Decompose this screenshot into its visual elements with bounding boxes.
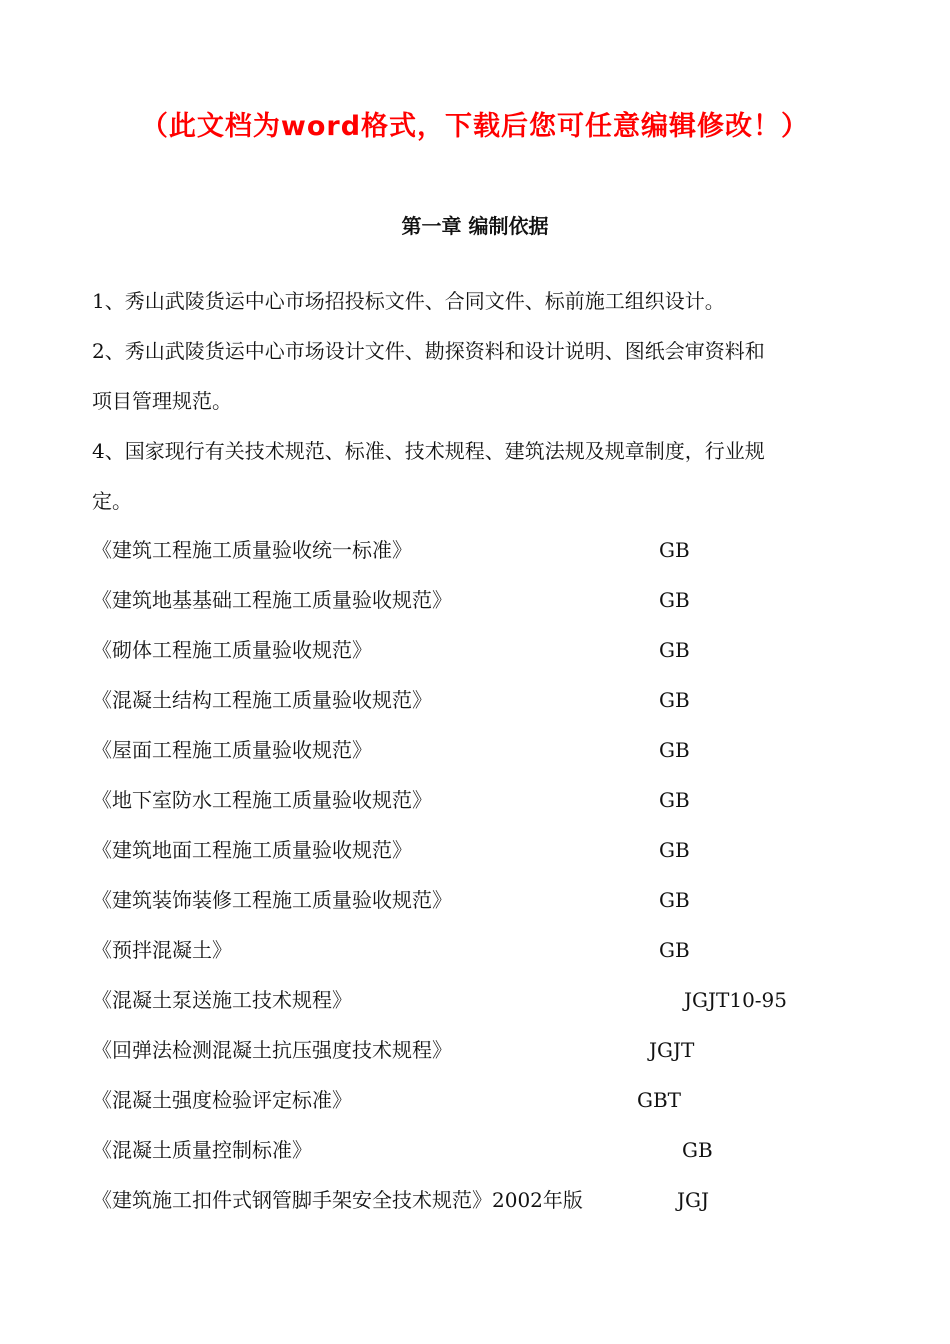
reference-row: [92, 1086, 852, 1114]
reference-code: GB: [659, 788, 690, 812]
reference-title: 《混凝土强度检验评定标准》: [92, 1088, 352, 1112]
reference-title: 《砌体工程施工质量验收规范》: [92, 638, 372, 662]
reference-row: [92, 586, 852, 614]
reference-row: [92, 886, 852, 914]
reference-title: 《地下室防水工程施工质量验收规范》: [92, 788, 432, 812]
reference-code: GB: [659, 938, 690, 962]
reference-title: 《建筑工程施工质量验收统一标准》: [92, 538, 412, 562]
format-notice: （此文档为word格式，下载后您可任意编辑修改！）: [140, 111, 810, 142]
reference-row: [92, 686, 852, 714]
chapter-title: 第一章 编制依据: [401, 214, 549, 238]
reference-title: 《建筑施工扣件式钢管脚手架安全技术规范》2002年版: [92, 1188, 583, 1212]
reference-title: 《预拌混凝土》: [92, 938, 232, 962]
reference-title: 《建筑地基基础工程施工质量验收规范》: [92, 588, 452, 612]
reference-code: GB: [682, 1138, 713, 1162]
reference-code: GB: [659, 838, 690, 862]
reference-title: 《混凝土质量控制标准》: [92, 1138, 312, 1162]
reference-code: JGJ: [677, 1188, 710, 1212]
reference-row: [92, 936, 852, 964]
reference-title: 《混凝土结构工程施工质量验收规范》: [92, 688, 432, 712]
reference-title: 《建筑装饰装修工程施工质量验收规范》: [92, 888, 452, 912]
reference-row: [92, 786, 852, 814]
reference-title: 《回弹法检测混凝土抗压强度技术规程》: [92, 1038, 452, 1062]
reference-title: 《建筑地面工程施工质量验收规范》: [92, 838, 412, 862]
paragraph-2: 2、秀山武陵货运中心市场设计文件、勘探资料和设计说明、图纸会审资料和: [92, 339, 765, 363]
reference-code: JGJT: [649, 1038, 695, 1062]
reference-row: [92, 1186, 852, 1214]
reference-code: JGJT10-95: [684, 988, 788, 1012]
paragraph-1: 1、秀山武陵货运中心市场招投标文件、合同文件、标前施工组织设计。: [92, 289, 725, 313]
reference-code: GB: [659, 738, 690, 762]
reference-code: GB: [659, 588, 690, 612]
reference-row: [92, 1036, 852, 1064]
paragraph-4-continued: 定。: [92, 489, 132, 513]
reference-title: 《屋面工程施工质量验收规范》: [92, 738, 372, 762]
reference-row: [92, 636, 852, 664]
paragraph-4: 4、国家现行有关技术规范、标准、技术规程、建筑法规及规章制度，行业规: [92, 439, 765, 463]
reference-code: GB: [659, 638, 690, 662]
reference-title: 《混凝土泵送施工技术规程》: [92, 988, 352, 1012]
reference-code: GBT: [637, 1088, 682, 1112]
reference-row: [92, 836, 852, 864]
reference-row: [92, 986, 852, 1014]
reference-code: GB: [659, 688, 690, 712]
paragraph-2-continued: 项目管理规范。: [92, 389, 232, 413]
reference-row: [92, 1136, 852, 1164]
reference-row: [92, 736, 852, 764]
reference-code: GB: [659, 888, 690, 912]
reference-row: [92, 536, 852, 564]
reference-code: GB: [659, 538, 690, 562]
